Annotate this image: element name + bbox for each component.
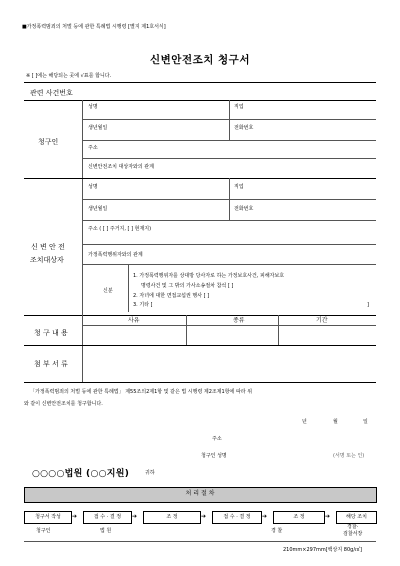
label-court: 법 원 [100,528,112,534]
claimant-label: 청구인 [38,138,59,146]
request-col-type: 종류 [233,317,245,324]
sign-note: (서명 또는 인) [333,453,365,459]
date-year: 년 [302,419,307,425]
statement-line-2: 와 같이 신변안전조치를 청구합니다. [24,401,103,407]
target-birth-label: 생년월일 [88,206,108,212]
target-label-2: 조치대상자 [30,256,64,264]
label-petitioner: 청구인 [36,528,51,534]
date-month: 월 [333,419,338,425]
target-status-label: 신분 [103,288,113,294]
target-phone-label: 전화번호 [234,206,254,212]
claimant-phone-label: 전화번호 [234,125,254,131]
signer-name-label: 청구인 성명 [201,453,227,459]
claimant-birth-label: 생년월일 [88,125,108,131]
date-day: 일 [363,419,368,425]
step-police-receive: 접 수 · 결 정 [212,511,262,524]
status-option-2: 2. 자녀에 대한 면접교섭권 행사 [ ] [133,293,210,299]
arrow-icon: ➔ [262,513,268,520]
case-number-label: 관련 사건번호 [30,89,73,97]
recipient-suffix: 귀하 [145,470,155,476]
step-court-receive: 접 수 · 결 정 [83,511,132,524]
target-address-label: 주소 ( [ ] 주거지, [ ] 현재지) [88,226,152,232]
step-coordinate-1: 조 정 [143,511,201,524]
arrow-icon: ➔ [132,513,138,520]
target-label-1: 신 변 안 전 [31,243,65,251]
claimant-name-label: 성명 [88,104,98,110]
target-name-label: 성명 [88,184,98,190]
status-option-1a: 1. 가정폭력행위자를 상대방 당사자로 하는 가정보호사건, 피해자보호 [133,273,285,279]
step-coordinate-2: 조 정 [273,511,325,524]
status-option-1b: 명령사건 및 그 밖의 가사소송절차 참석 [ ] [141,283,234,289]
step-take-measure: 해당 조치 [336,511,377,524]
attachment-label: 첨 부 서 류 [34,360,68,368]
claimant-relation-label: 신변안전조치 대상자와의 관계 [88,164,154,170]
status-option-3: 3. 기타 [ [133,302,153,308]
form-note: ■가정폭력범죄의 처벌 등에 관한 특례법 시행령 [별지 제1호서식] [22,24,166,30]
request-col-reason: 사유 [128,317,140,324]
request-label: 청 구 내 용 [34,329,68,337]
request-col-period: 기간 [316,317,328,324]
step-write-petition: 청구서 작성 [24,511,72,524]
claimant-job-label: 직업 [234,104,244,110]
status-option-3-close: ] [367,302,369,308]
page-title: 신변안전조치 청구서 [150,54,250,66]
target-job-label: 직업 [234,184,244,190]
procedure-title: 처 리 절 차 [185,490,215,497]
paper-spec: 210mm×297mm[백상지 80g/㎡] [283,547,362,553]
arrow-icon: ➔ [72,513,78,520]
statement-line-1: 「가정폭력범죄의 처벌 등에 관한 특례법」 제55조의2제1항 및 같은 법 시행령 제2조제1항에 따라 위 [30,389,253,395]
signer-address-label: 주소 [212,436,222,442]
arrow-icon: ➔ [325,513,331,520]
claimant-address-label: 주소 [88,145,98,151]
label-police-prosecutor-2: 검찰서장 [343,531,363,537]
instruction-note: ※ [ ]에는 해당되는 곳에 √표를 합니다. [26,73,112,79]
label-police-prosecutor-1: 경찰· [347,524,359,530]
arrow-icon: ➔ [201,513,207,520]
recipient-court: ○○○○법원 (○○지원) [32,469,130,479]
label-police: 경 찰 [271,528,283,534]
target-relation-label: 가정폭력행위자와의 관계 [88,252,143,258]
